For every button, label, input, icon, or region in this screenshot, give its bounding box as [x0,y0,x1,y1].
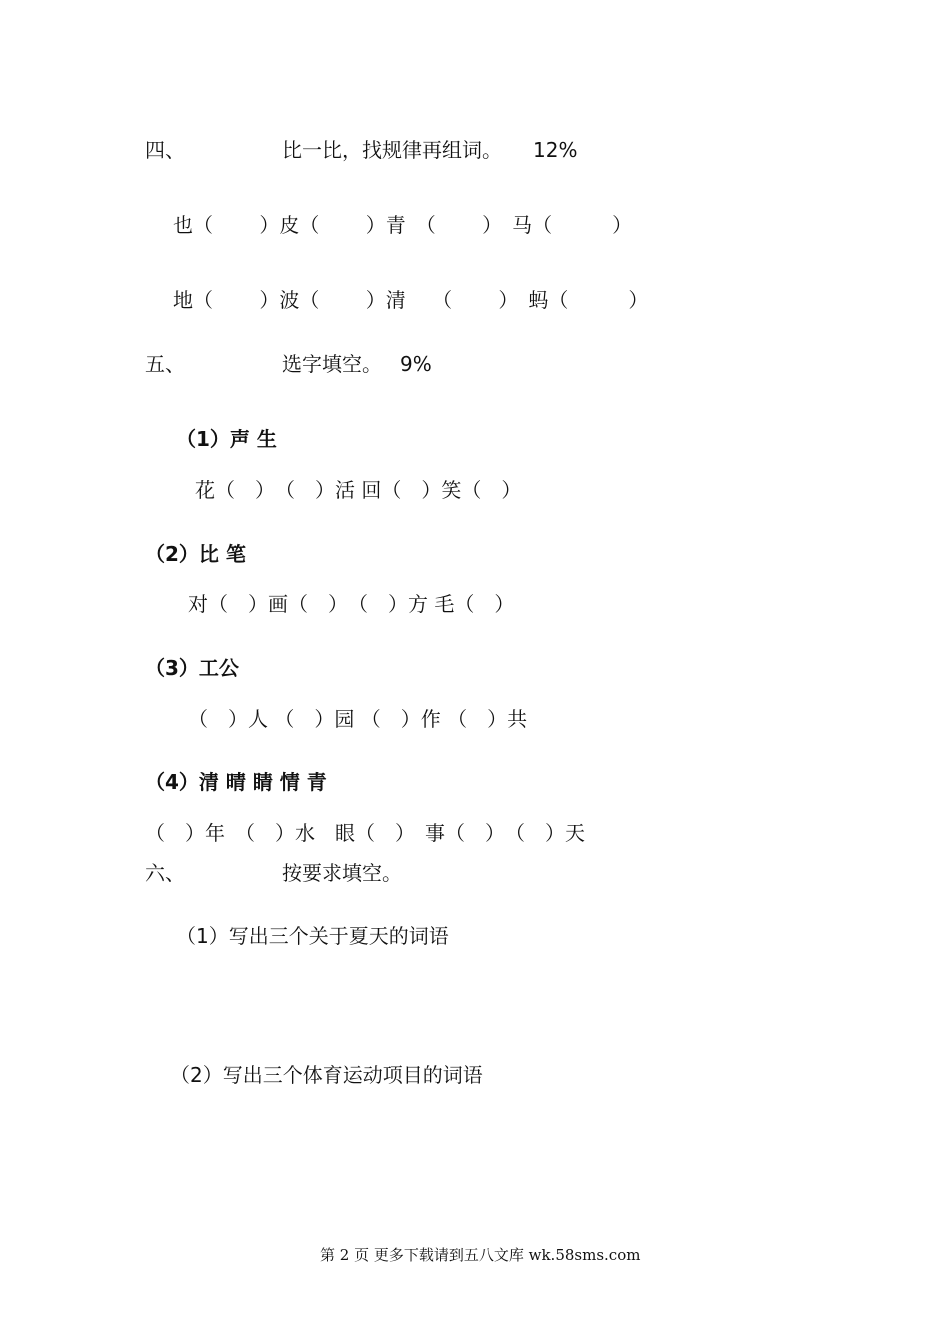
section-5-q2-row: 对（ ）画（ ） （ ）方 毛（ ） [188,592,515,616]
page-footer: 第 2 页 更多下载请到五八文库 wk.58sms.com [320,1246,641,1264]
section-6-q1: （1）写出三个关于夏天的词语 [176,924,449,948]
section-5-q1-label: （1）声 生 [176,427,277,451]
section-5-q3-row: （ ）人 （ ）园 （ ）作 （ ）共 [188,707,528,731]
section-5-q3-label: （3）工公 [145,656,239,680]
section-4-row-2: 地（ ）波（ ）清 （ ） 蚂（ ） [173,288,649,312]
section-5-q4-row: （ ）年 （ ）水 眼（ ） 事（ ） （ ）天 [145,821,585,845]
section-5-q4-label: （4）清 晴 睛 情 青 [145,770,327,794]
section-6-q2: （2）写出三个体育运动项目的词语 [170,1063,483,1087]
section-4-number: 四、 [145,138,185,162]
section-4-row-1: 也（ ）皮（ ）青 （ ） 马（ ） [173,213,633,237]
section-4-title: 比一比，找规律再组词。 [282,138,502,162]
section-4-score: 12% [533,138,578,162]
section-5-q2-label: （2）比 笔 [145,542,246,566]
section-5-number: 五、 [145,352,185,376]
section-6-title: 按要求填空。 [282,861,402,885]
section-5-score: 9% [400,352,432,376]
section-5-title: 选字填空。 [282,352,382,376]
section-6-number: 六、 [145,861,185,885]
section-5-q1-row: 花（ ） （ ）活 回（ ）笑（ ） [195,478,522,502]
